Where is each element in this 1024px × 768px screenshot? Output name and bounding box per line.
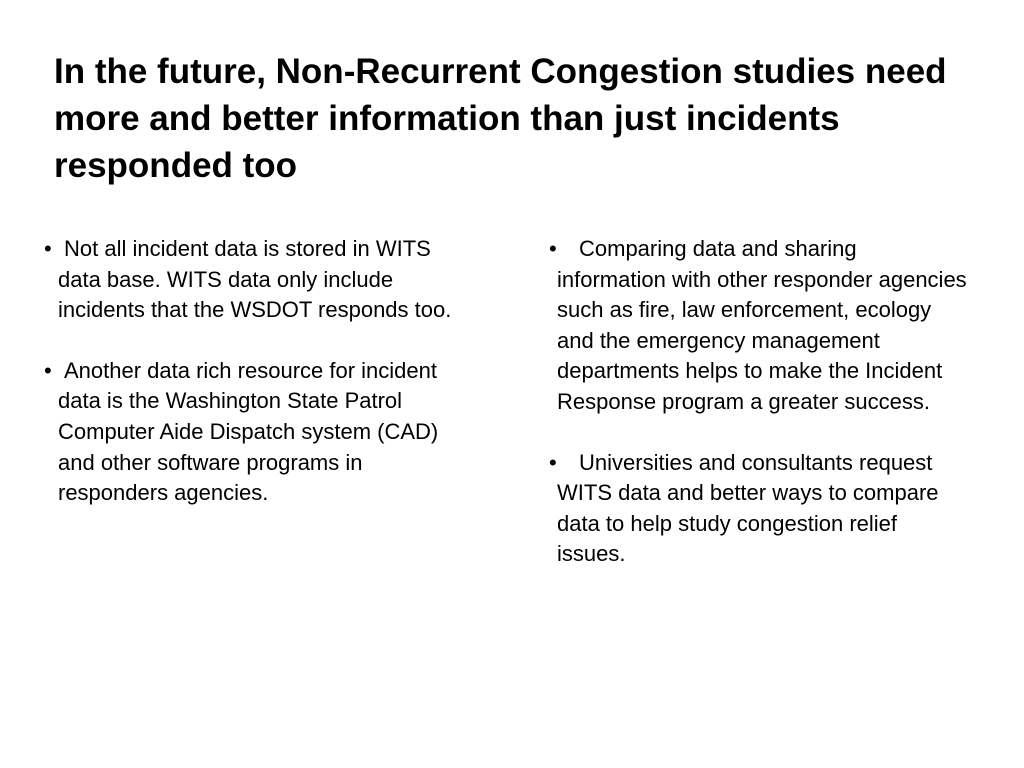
bullet-icon: • — [44, 357, 52, 383]
left-bullet-list — [44, 234, 464, 539]
bullet-item — [44, 356, 464, 509]
bullet-item — [549, 234, 969, 418]
bullet-icon: • — [44, 236, 52, 261]
bullet-text: Another data rich resource for incident data is the Washington State Patrol Computer Aide Dispatch system (CAD) and other software programs in responders agencies. — [58, 357, 439, 506]
bullet-icon: • — [549, 449, 557, 475]
bullet-item — [44, 234, 464, 326]
right-bullet-list — [549, 234, 969, 600]
bullet-text: Comparing data and sharing information with other responder agencies such as fire, law enforcement, ecology and the emergency management departments helps to make the Incident Response program a greater success. — [557, 236, 967, 414]
bullet-text: Universities and consultants request WITS data and better ways to compare data to help study congestion relief issues. — [557, 449, 939, 567]
bullet-icon: • — [549, 236, 557, 261]
slide-title: In the future, Non-Recurrent Congestion studies need more and better information than just incidents responded too — [54, 52, 947, 185]
bullet-item — [549, 448, 969, 570]
bullet-text: Not all incident data is stored in WITS data base. WITS data only include incidents that the WSDOT responds too. — [58, 236, 452, 323]
